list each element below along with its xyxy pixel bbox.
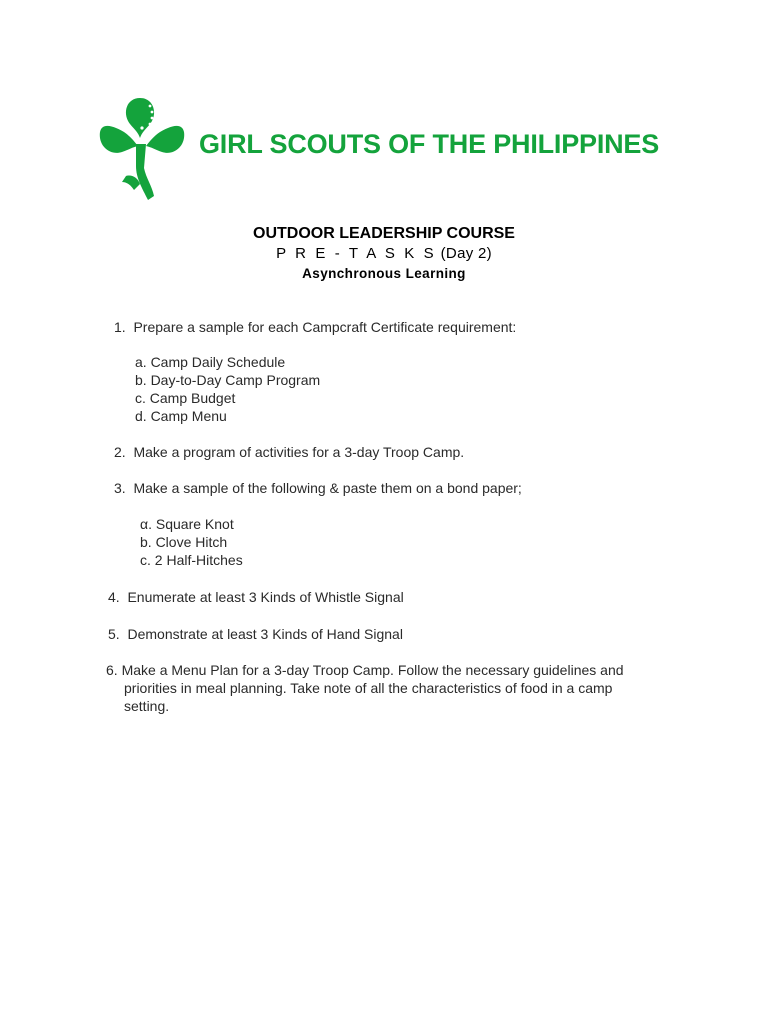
org-name: GIRL SCOUTS OF THE PHILIPPINES	[199, 129, 660, 159]
sub-item: a. Camp Daily Schedule	[135, 354, 286, 370]
task-number: 5.	[108, 626, 120, 642]
sub-item: c. 2 Half-Hitches	[140, 552, 243, 568]
task-item-5	[108, 625, 403, 643]
task-text: Make a sample of the following & paste them on a bond paper;	[133, 480, 522, 496]
task-text: Demonstrate at least 3 Kinds of Hand Signal	[127, 626, 403, 642]
learning-mode-title: Asynchronous Learning	[302, 266, 466, 281]
day-label: (Day 2)	[436, 245, 492, 262]
sub-item: c. Camp Budget	[135, 390, 236, 406]
task-text: Prepare a sample for each Campcraft Certificate requirement:	[133, 319, 517, 335]
sub-item: α. Square Knot	[140, 516, 234, 532]
course-title: OUTDOOR LEADERSHIP COURSE	[253, 225, 515, 242]
document-titles	[0, 224, 768, 283]
sub-item: d. Camp Menu	[135, 408, 227, 424]
task-item-6	[106, 661, 624, 679]
task-number: 4.	[108, 589, 120, 605]
task-item-4	[108, 588, 404, 606]
task-number: 3.	[114, 480, 126, 496]
pre-tasks-title	[0, 244, 768, 264]
task-text: Make a program of activities for a 3-day Troop Camp.	[133, 444, 465, 460]
pre-tasks-label: P R E - T A S K S	[276, 245, 437, 262]
task-item-2	[114, 443, 464, 461]
task-text-line-2: priorities in meal planning. Take note of all the characteristics of food in a camp	[124, 680, 613, 696]
task-text: Make a Menu Plan for a 3-day Troop Camp. Follow the necessary guidelines and	[121, 662, 624, 678]
task-text-line-3: setting.	[124, 698, 170, 714]
task-number: 6.	[106, 662, 118, 678]
sub-item: b. Day-to-Day Camp Program	[135, 372, 321, 388]
task-number: 1.	[114, 319, 126, 335]
sub-item: b. Clove Hitch	[140, 534, 228, 550]
trefoil-logo-icon	[96, 92, 188, 202]
task-text: Enumerate at least 3 Kinds of Whistle Signal	[127, 589, 404, 605]
task-item-3	[114, 479, 522, 497]
document-header	[96, 92, 696, 204]
task-number: 2.	[114, 444, 126, 460]
task-item-1	[114, 318, 516, 336]
